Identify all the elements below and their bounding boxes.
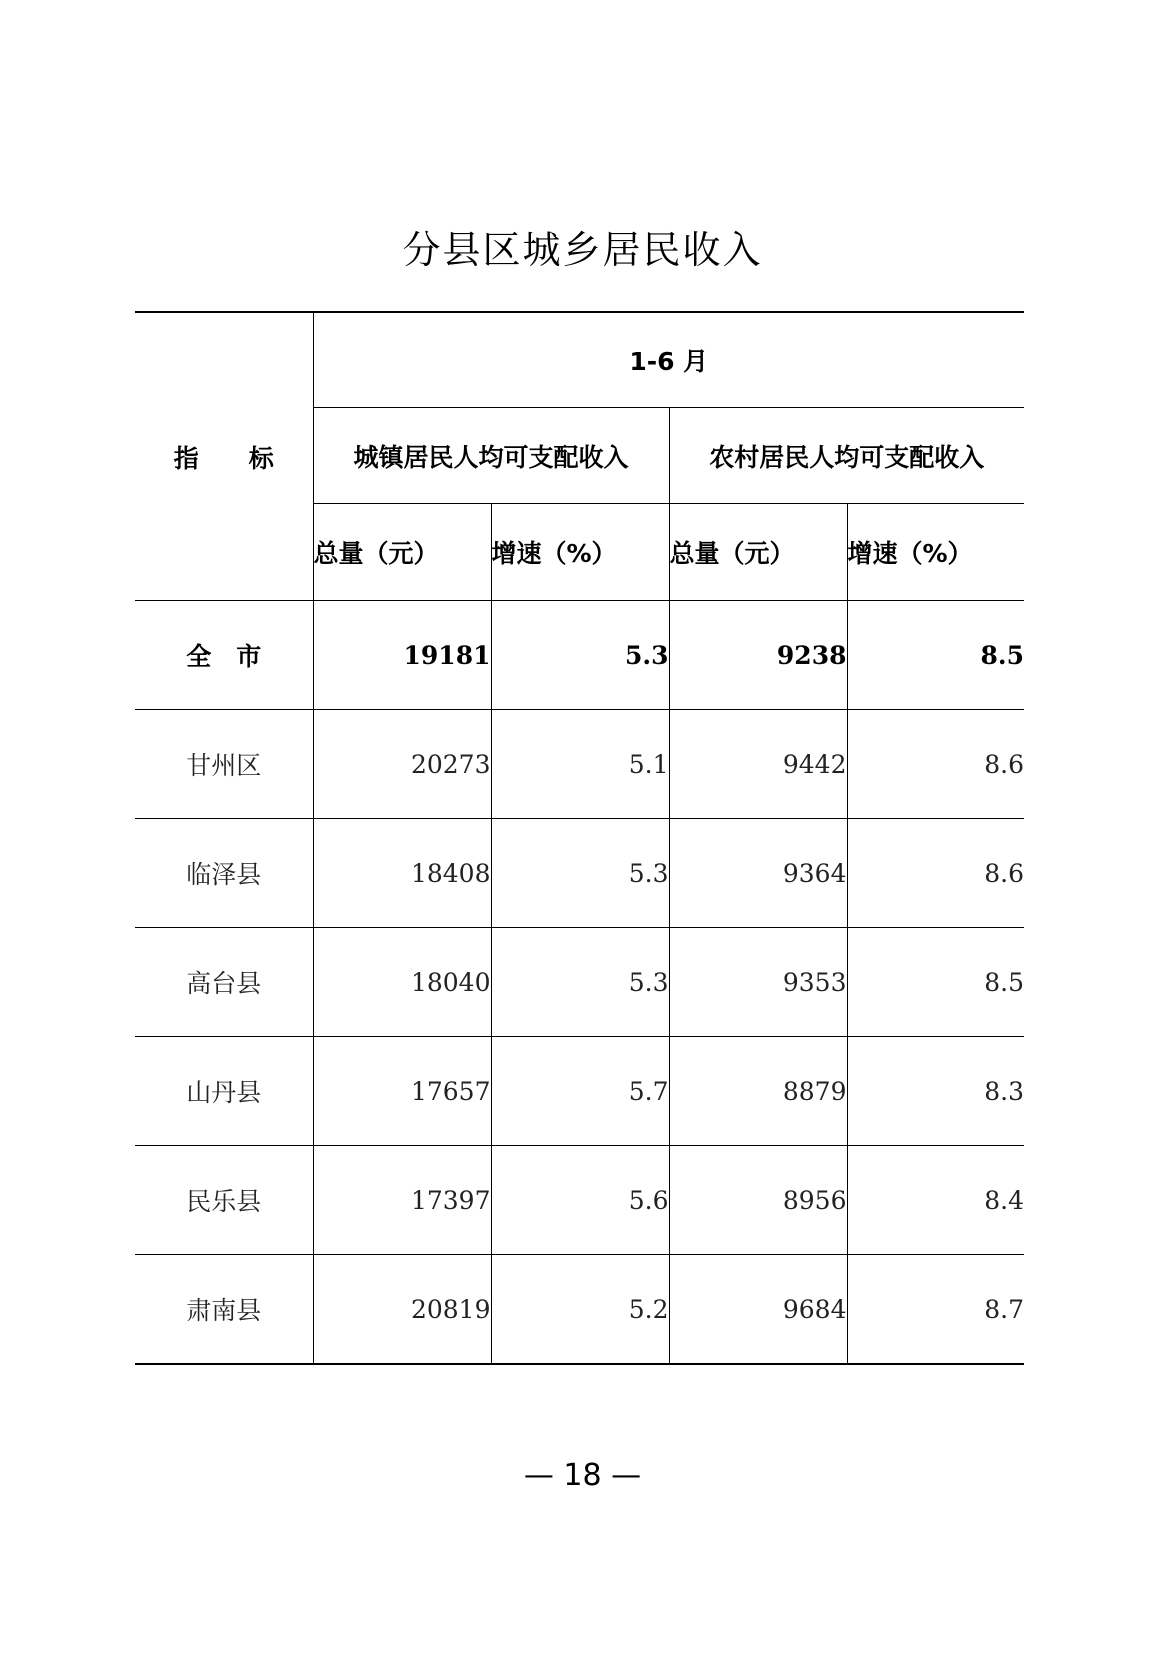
rural-growth-cell: 8.6: [847, 710, 1024, 819]
table-row: [135, 1255, 1024, 1365]
row-name: 山丹县: [135, 1037, 313, 1146]
rural-growth-cell: 8.5: [847, 928, 1024, 1037]
rural-growth-header: 增速（%）: [847, 504, 1024, 601]
page-number: — 18 —: [523, 1458, 642, 1493]
rural-growth-cell: 8.6: [847, 819, 1024, 928]
rural-growth-cell: 8.3: [847, 1037, 1024, 1146]
urban-growth-cell: 5.6: [491, 1146, 669, 1255]
page-title: 分县区城乡居民收入: [402, 228, 763, 272]
urban-total-cell: 17657: [313, 1037, 491, 1146]
header-row-period: [135, 312, 1024, 408]
rural-total-cell: 8956: [669, 1146, 847, 1255]
urban-total-cell: 19181: [313, 601, 491, 710]
rural-total-cell: 9353: [669, 928, 847, 1037]
table-row: [135, 928, 1024, 1037]
urban-growth-header: 增速（%）: [491, 504, 669, 601]
urban-total-cell: 18040: [313, 928, 491, 1037]
rural-total-cell: 9684: [669, 1255, 847, 1365]
urban-total-cell: 17397: [313, 1146, 491, 1255]
row-name: 甘州区: [135, 710, 313, 819]
urban-growth-cell: 5.1: [491, 710, 669, 819]
urban-growth-cell: 5.3: [491, 928, 669, 1037]
rural-growth-cell: 8.5: [847, 601, 1024, 710]
urban-growth-cell: 5.3: [491, 819, 669, 928]
urban-income-header: 城镇居民人均可支配收入: [313, 408, 669, 504]
table-row: [135, 710, 1024, 819]
rural-total-cell: 9238: [669, 601, 847, 710]
rural-total-cell: 9364: [669, 819, 847, 928]
row-name: 临泽县: [135, 819, 313, 928]
rural-total-cell: 9442: [669, 710, 847, 819]
urban-growth-cell: 5.3: [491, 601, 669, 710]
urban-total-cell: 20819: [313, 1255, 491, 1365]
rural-growth-cell: 8.4: [847, 1146, 1024, 1255]
rural-growth-cell: 8.7: [847, 1255, 1024, 1365]
row-name: 全 市: [135, 601, 313, 710]
indicator-header: 指 标: [135, 312, 313, 601]
rural-total-cell: 8879: [669, 1037, 847, 1146]
rural-total-header: 总量（元）: [669, 504, 847, 601]
income-table: [135, 311, 1024, 1365]
period-header: 1-6 月: [313, 312, 1024, 408]
row-name: 高台县: [135, 928, 313, 1037]
table-row: [135, 1037, 1024, 1146]
urban-total-cell: 20273: [313, 710, 491, 819]
table-row: [135, 1146, 1024, 1255]
table-row: [135, 601, 1024, 710]
rural-income-header: 农村居民人均可支配收入: [669, 408, 1024, 504]
row-name: 肃南县: [135, 1255, 313, 1365]
table-row: [135, 819, 1024, 928]
urban-total-cell: 18408: [313, 819, 491, 928]
row-name: 民乐县: [135, 1146, 313, 1255]
urban-total-header: 总量（元）: [313, 504, 491, 601]
urban-growth-cell: 5.2: [491, 1255, 669, 1365]
urban-growth-cell: 5.7: [491, 1037, 669, 1146]
